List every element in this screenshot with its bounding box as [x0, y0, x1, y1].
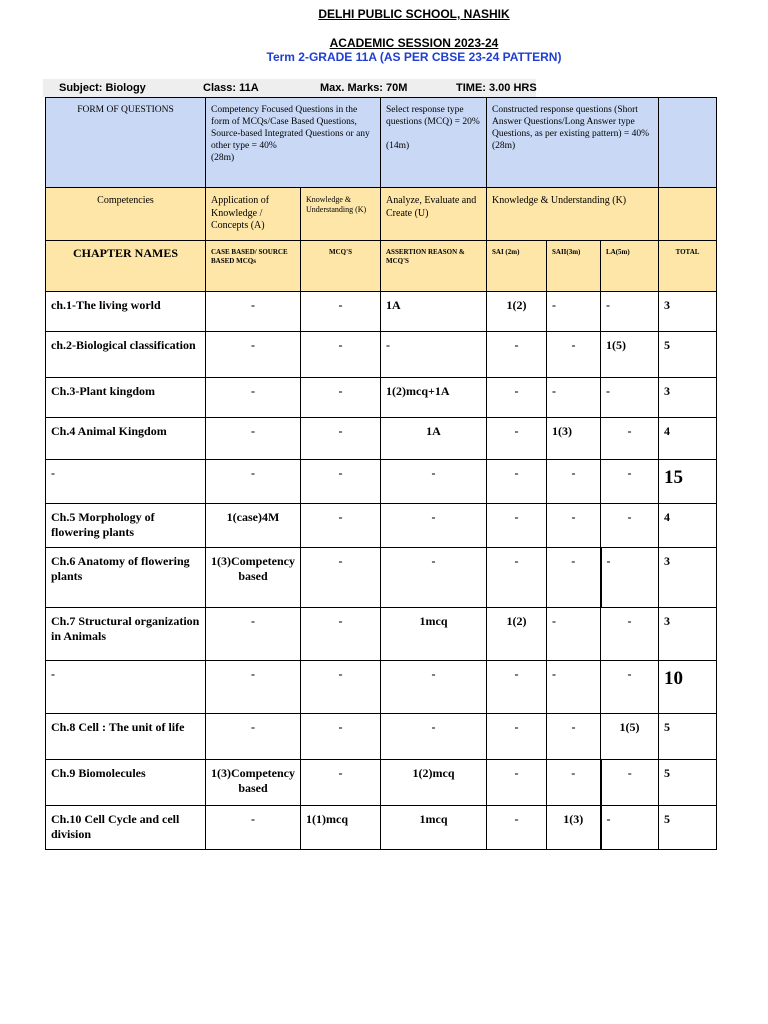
assertion-reason-cell: - [381, 332, 487, 378]
mcq-cell: 1(1)mcq [301, 806, 381, 850]
saii-cell: - [547, 760, 601, 806]
chapter-name-cell: Ch.10 Cell Cycle and cell division [46, 806, 206, 850]
table-row [46, 608, 717, 661]
la-cell: - [601, 760, 659, 806]
total-cell: 4 [659, 504, 717, 548]
max-marks-label: Max. Marks: 70M [320, 82, 408, 94]
competency-focused-cell: Competency Focused Questions in the form of MCQs/Case Based Questions, Source-based Integrated Questions or any other type = 40% (28m) [206, 98, 381, 188]
saii-cell: - [547, 292, 601, 332]
saii-header: SAII(3m) [547, 241, 601, 292]
table-row [46, 418, 717, 460]
assertion-reason-cell: 1(2)mcq+1A [381, 378, 487, 418]
total-cell: 5 [659, 806, 717, 850]
knowledge-understanding-cell: Knowledge & Understanding (K) [487, 188, 659, 241]
competency-empty-cell [659, 188, 717, 241]
assertion-reason-cell: 1A [381, 292, 487, 332]
case-based-cell: - [206, 714, 301, 760]
total-cell: 5 [659, 760, 717, 806]
sai-cell: - [487, 460, 547, 504]
chapter-name-cell: Ch.4 Animal Kingdom [46, 418, 206, 460]
la-cell: - [601, 806, 659, 850]
chapter-name-cell: ch.1-The living world [46, 292, 206, 332]
case-based-cell: - [206, 292, 301, 332]
saii-cell: 1(3) [547, 418, 601, 460]
la-cell: - [601, 661, 659, 714]
sai-cell: - [487, 378, 547, 418]
sai-cell: 1(2) [487, 608, 547, 661]
table-row [46, 378, 717, 418]
assertion-reason-cell: - [381, 460, 487, 504]
mcq-cell: - [301, 292, 381, 332]
mcq-cell: - [301, 332, 381, 378]
mcq-cell: - [301, 378, 381, 418]
la-cell: - [601, 548, 659, 608]
total-cell: 3 [659, 548, 717, 608]
la-cell: 1(5) [601, 714, 659, 760]
sai-cell: 1(2) [487, 292, 547, 332]
assertion-reason-cell: 1mcq [381, 608, 487, 661]
total-cell: 10 [659, 661, 717, 714]
case-based-cell: - [206, 378, 301, 418]
assertion-reason-cell: - [381, 504, 487, 548]
assertion-reason-cell: 1(2)mcq [381, 760, 487, 806]
la-cell: - [601, 504, 659, 548]
chapter-name-cell: Ch.6 Anatomy of flowering plants [46, 548, 206, 608]
chapter-name-cell: ch.2-Biological classification [46, 332, 206, 378]
chapter-name-cell: Ch.7 Structural organization in Animals [46, 608, 206, 661]
column-header-row [46, 241, 717, 292]
school-name: DELHI PUBLIC SCHOOL, NASHIK [318, 7, 510, 21]
la-cell: 1(5) [601, 332, 659, 378]
case-based-cell: - [206, 608, 301, 661]
mcq-cell: - [301, 504, 381, 548]
case-based-cell: - [206, 460, 301, 504]
sai-cell: - [487, 714, 547, 760]
chapter-name-cell: Ch.5 Morphology of flowering plants [46, 504, 206, 548]
case-based-cell: - [206, 806, 301, 850]
saii-cell: 1(3) [547, 806, 601, 850]
sai-cell: - [487, 760, 547, 806]
saii-cell: - [547, 378, 601, 418]
saii-cell: - [547, 504, 601, 548]
la-cell: - [601, 608, 659, 661]
table-row [46, 760, 717, 806]
case-based-header: CASE BASED/ SOURCE BASED MCQs [206, 241, 301, 292]
term-title: Term 2-GRADE 11A (AS PER CBSE 23-24 PATTERN) [266, 50, 562, 64]
saii-cell: - [547, 460, 601, 504]
sai-cell: - [487, 332, 547, 378]
competencies-label: Competencies [46, 188, 206, 241]
chapter-name-cell: - [46, 460, 206, 504]
case-based-cell: 1(case)4M [206, 504, 301, 548]
assertion-reason-header: ASSERTION REASON & MCQ'S [381, 241, 487, 292]
saii-cell: - [547, 608, 601, 661]
table-row [46, 806, 717, 850]
chapter-name-cell: Ch.3-Plant kingdom [46, 378, 206, 418]
table-row [46, 661, 717, 714]
la-cell: - [601, 418, 659, 460]
case-based-cell: 1(3)Competency based [206, 760, 301, 806]
sai-cell: - [487, 548, 547, 608]
la-header: LA(5m) [601, 241, 659, 292]
chapter-name-cell: Ch.9 Biomolecules [46, 760, 206, 806]
chapter-name-cell: Ch.8 Cell : The unit of life [46, 714, 206, 760]
la-cell: - [601, 292, 659, 332]
application-cell: Application of Knowledge / Concepts (A) [206, 188, 301, 241]
form-of-questions-row [46, 98, 717, 188]
total-cell: 5 [659, 714, 717, 760]
assertion-reason-cell: - [381, 714, 487, 760]
sai-cell: - [487, 418, 547, 460]
select-response-cell: Select response type questions (MCQ) = 20% (14m) [381, 98, 487, 188]
table-row [46, 504, 717, 548]
saii-cell: - [547, 661, 601, 714]
table-row [46, 332, 717, 378]
sai-cell: - [487, 504, 547, 548]
case-based-cell: - [206, 418, 301, 460]
assertion-reason-cell: - [381, 548, 487, 608]
academic-session: ACADEMIC SESSION 2023-24 [329, 36, 499, 50]
assertion-reason-cell: 1mcq [381, 806, 487, 850]
class-label: Class: 11A [203, 82, 259, 94]
saii-cell: - [547, 714, 601, 760]
chapter-name-cell: - [46, 661, 206, 714]
sai-cell: - [487, 806, 547, 850]
case-based-cell: - [206, 661, 301, 714]
mcq-cell: - [301, 548, 381, 608]
constructed-response-cell: Constructed response questions (Short Answer Questions/Long Answer type Questions, as per existing pattern) = 40% (28m) [487, 98, 659, 188]
total-cell: 5 [659, 332, 717, 378]
saii-cell: - [547, 332, 601, 378]
subject-label: Subject: Biology [59, 82, 146, 94]
case-based-cell: 1(3)Competency based [206, 548, 301, 608]
table-row [46, 714, 717, 760]
table-row [46, 292, 717, 332]
blueprint-table [45, 97, 717, 850]
total-cell: 3 [659, 378, 717, 418]
sai-cell: - [487, 661, 547, 714]
mcq-cell: - [301, 608, 381, 661]
saii-cell: - [547, 548, 601, 608]
analyze-cell: Analyze, Evaluate and Create (U) [381, 188, 487, 241]
mcq-cell: - [301, 760, 381, 806]
competencies-row [46, 188, 717, 241]
chapter-names-header: CHAPTER NAMES [46, 241, 206, 292]
total-cell: 4 [659, 418, 717, 460]
mcq-cell: - [301, 418, 381, 460]
sai-header: SAI (2m) [487, 241, 547, 292]
assertion-reason-cell: - [381, 661, 487, 714]
la-cell: - [601, 378, 659, 418]
case-based-cell: - [206, 332, 301, 378]
la-cell: - [601, 460, 659, 504]
form-label: FORM OF QUESTIONS [46, 98, 206, 188]
total-cell: 15 [659, 460, 717, 504]
table-row [46, 460, 717, 504]
mcq-cell: - [301, 714, 381, 760]
form-empty-cell [659, 98, 717, 188]
knowledge-cell: Knowledge & Understanding (K) [301, 188, 381, 241]
mcq-cell: - [301, 661, 381, 714]
exam-info-bar [43, 79, 536, 97]
assertion-reason-cell: 1A [381, 418, 487, 460]
time-label: TIME: 3.00 HRS [456, 82, 537, 94]
table-row [46, 548, 717, 608]
total-cell: 3 [659, 292, 717, 332]
total-header: TOTAL [659, 241, 717, 292]
mcq-cell: - [301, 460, 381, 504]
mcq-header: MCQ'S [301, 241, 381, 292]
total-cell: 3 [659, 608, 717, 661]
